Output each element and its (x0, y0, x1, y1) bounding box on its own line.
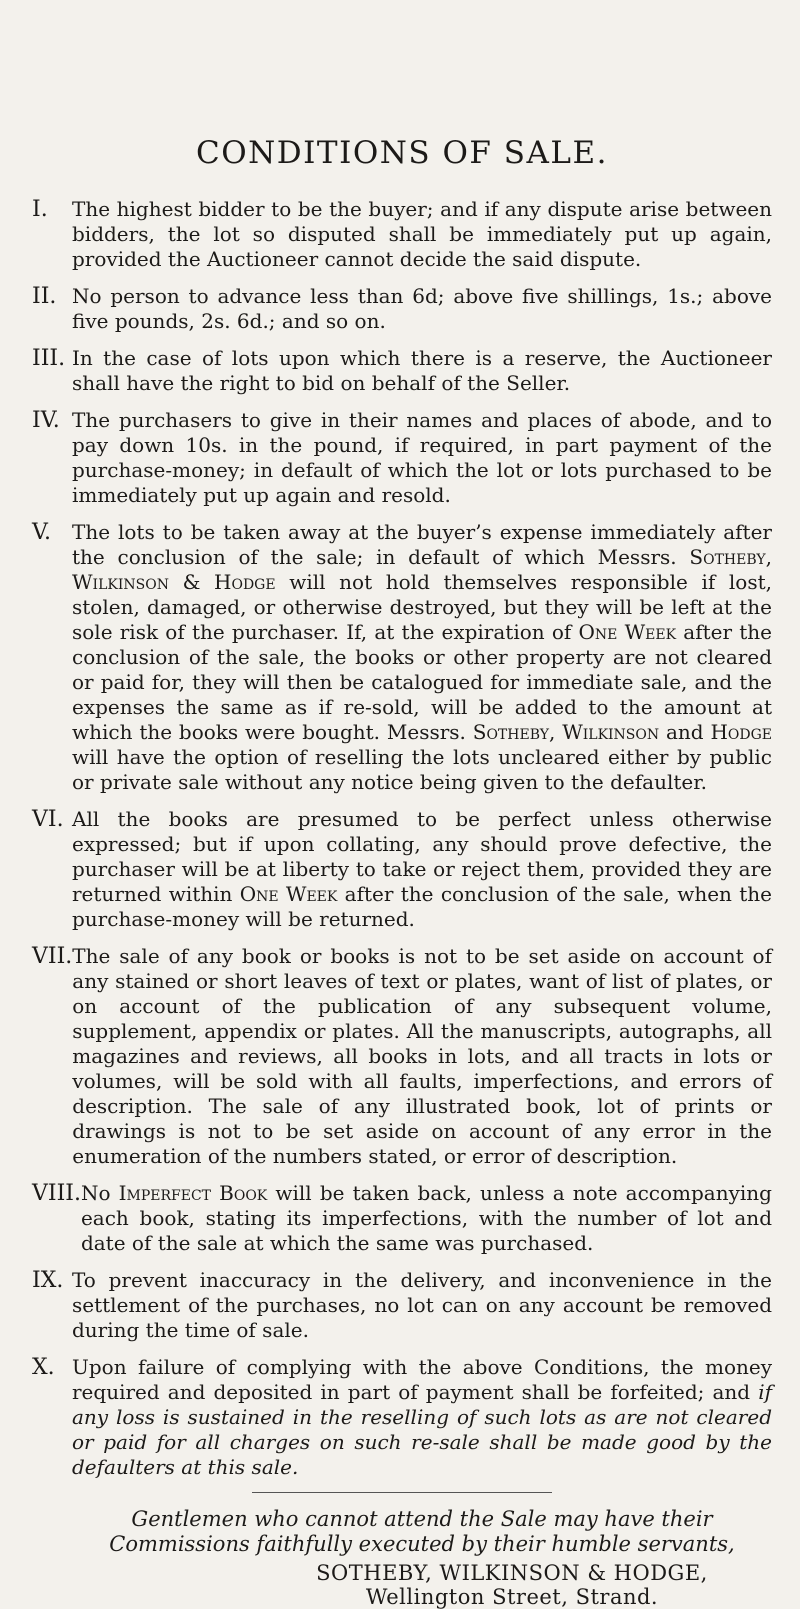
condition-text-segment: Wilkinson (72, 570, 169, 594)
condition-text-segment: Imperfect Book (118, 1181, 268, 1205)
condition-item (32, 944, 772, 1169)
condition-text (72, 1268, 772, 1343)
condition-text-segment: Hodge (710, 720, 772, 744)
condition-number: III. (32, 346, 66, 371)
condition-item (32, 197, 772, 272)
signature-firm: SOTHEBY, WILKINSON & HODGE, (316, 1561, 708, 1585)
condition-text-segment: No (80, 1181, 119, 1205)
condition-text-segment: will have the option of reselling the lots uncleared either by public or private sale without any notice being given to the defaulter. (72, 745, 772, 794)
condition-item (32, 408, 772, 508)
conditions-list (32, 197, 772, 1480)
condition-text-segment: , (548, 720, 563, 744)
condition-text (72, 346, 772, 396)
condition-text-segment: & (168, 570, 215, 594)
signature-address: Wellington Street, Strand. (365, 1585, 659, 1609)
condition-text (72, 1355, 772, 1480)
condition-text-segment: and (659, 720, 711, 744)
condition-text-segment: will be taken back, unless a note accompanying each book, stating its imperfections, with the number of lot and date of the sale at which the same was purchased. (80, 1181, 772, 1255)
page-title: CONDITIONS OF SALE. (196, 135, 608, 171)
condition-item (32, 284, 772, 334)
condition-text-segment: if any loss is sustained in the reselling of such lots as are not cleared or paid for all charges on such re-sale shall be made good by the defaulters at this sale. (72, 1380, 772, 1479)
condition-item (32, 807, 772, 932)
condition-text-segment: Wilkinson (562, 720, 660, 744)
condition-text-segment: Upon failure of complying with the above Conditions, the money required and deposited in part of payment shall be forfeited; and (72, 1355, 772, 1404)
condition-number: X. (32, 1355, 55, 1380)
condition-text-segment: Sotheby (472, 720, 549, 744)
condition-number: II. (32, 284, 57, 309)
condition-item (32, 1268, 772, 1343)
condition-text-segment: The purchasers to give in their names and places of abode, and to pay down 10s. in the pound, if required, in part payment of the purchase-money; in default of which the lot or lots purchased to be immediately put up again and resold. (72, 408, 772, 507)
condition-text-segment: The sale of any book or books is not to be set aside on account of any stained or short leaves of text or plates, want of list of plates, or on account of the publication of any subsequent volume, supplement, appendix or plates. All the manuscripts, autographs, all magazines and reviews, all books in lots, and all tracts in lots or volumes, will be sold with all faults, imperfections, and errors of description. The sale of any illustrated book, lot of prints or drawings is not to be set aside on account of any error in the enumeration of the numbers stated, or error of description. (72, 944, 772, 1168)
condition-text (81, 1181, 772, 1256)
condition-text-segment: Sotheby (689, 545, 766, 569)
condition-text-segment: The lots to be taken away at the buyer’s expense immediately after the conclusion of the sale; in default of which Messrs. (72, 520, 772, 569)
condition-text-segment: No person to advance less than 6d; above five shillings, 1s.; above five pounds, 2s. 6d.; and so on. (72, 284, 772, 333)
condition-text-segment: Hodge (214, 570, 276, 594)
condition-number: VIII. (32, 1181, 81, 1206)
condition-text (72, 520, 772, 795)
condition-text (72, 944, 772, 1169)
condition-text-segment: One Week (578, 620, 677, 644)
condition-text-segment: , (765, 545, 772, 569)
condition-number: I. (32, 197, 48, 222)
condition-item (32, 1181, 772, 1256)
condition-text-segment: To prevent inaccuracy in the delivery, and inconvenience in the settlement of the purchases, no lot can on any account be removed during the time of sale. (72, 1268, 772, 1342)
condition-text-segment: All the books are presumed to be perfect unless otherwise expressed; but if upon collating, any should prove defective, the purchaser will be at liberty to take or reject them, provided they are returned within (72, 807, 772, 906)
condition-number: VII. (32, 944, 73, 969)
closing-note: Gentlemen who cannot attend the Sale may have their Commissions faithfully executed by their humble servants, (109, 1507, 735, 1556)
condition-text-segment: The highest bidder to be the buyer; and if any dispute arise between bidders, the lot so disputed shall be immediately put up again, provided the Auctioneer cannot decide the said dispute. (72, 197, 772, 271)
condition-number: IV. (32, 408, 60, 433)
divider (252, 1492, 552, 1493)
condition-number: V. (32, 520, 52, 545)
condition-item (32, 1355, 772, 1480)
condition-text (72, 408, 772, 508)
condition-text-segment: One Week (239, 882, 338, 906)
condition-number: IX. (32, 1268, 64, 1293)
condition-text-segment: will not hold themselves responsible if lost, stolen, damaged, or otherwise destroyed, but they will be left at the sole risk of the purchaser. If, at the expiration of (72, 570, 772, 644)
condition-number: VI. (32, 807, 64, 832)
condition-text (72, 807, 772, 932)
condition-text-segment: after the conclusion of the sale, when the purchase-money will be returned. (72, 882, 772, 931)
condition-item (32, 346, 772, 396)
condition-text (72, 197, 772, 272)
condition-text (72, 284, 772, 334)
condition-item (32, 520, 772, 795)
condition-text-segment: In the case of lots upon which there is a reserve, the Auctioneer shall have the right to bid on behalf of the Seller. (72, 346, 772, 395)
condition-text-segment: after the conclusion of the sale, the books or other property are not cleared or paid for, they will then be catalogued for immediate sale, and the expenses the same as if re-sold, will be added to the amount at which the books were bought. Messrs. (72, 620, 772, 744)
